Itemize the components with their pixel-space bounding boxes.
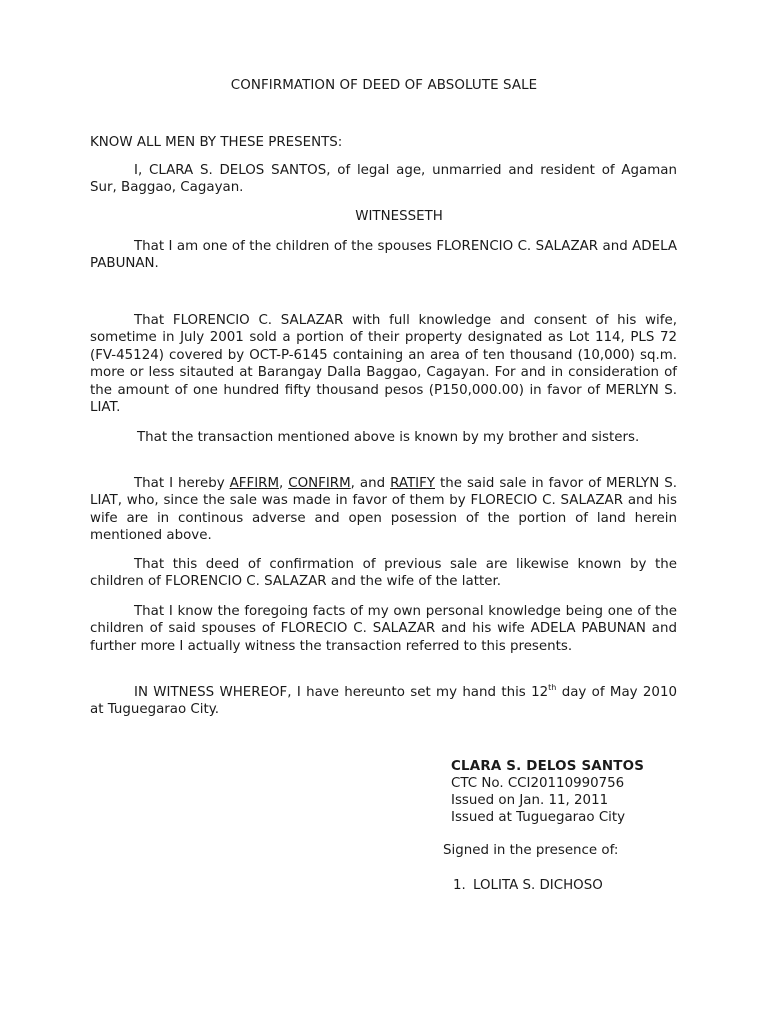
affirm-word: AFFIRM: [229, 476, 279, 491]
and-text: , and: [350, 476, 391, 491]
signatory-name: CLARA S. DELOS SANTOS: [451, 759, 645, 774]
witness-whereof-post: day of May 2010 at Tuguegarao City.: [90, 685, 677, 718]
witness-number: 1.: [453, 878, 466, 893]
paragraph-known: [90, 429, 677, 446]
signatory-issued-on: Issued on Jan. 11, 2011: [451, 793, 609, 808]
paragraph-personal-knowledge-text: That I know the foregoing facts of my own personal knowledge being one of the children of said spouses of FLORECIO C. SALAZAR and his wife ADELA PABUNAN and further more I actually witness the transaction referred to this presents.: [90, 604, 677, 654]
paragraph-personal-knowledge: [90, 603, 677, 655]
comma-text: ,: [279, 476, 289, 491]
paragraph-sale-text: That FLORENCIO C. SALAZAR with full knowledge and consent of his wife, sometime in July 2001 sold a portion of their property designated as Lot 114, PLS 72 (FV-45124) covered by OCT-P-6145 containing an area of ten thousand (10,000) sq.m. more or less sitauted at Barangay Dalla Baggao, Cagayan. For and in consideration of the amount of one hundred fifty thousand pesos (P150,000.00) in favor of MERLYN S. LIAT.: [90, 313, 677, 416]
paragraph-affirm: [90, 475, 677, 545]
paragraph-sale: [90, 312, 677, 416]
paragraph-children-text: That I am one of the children of the spouses FLORENCIO C. SALAZAR and ADELA PABUNAN.: [90, 239, 677, 272]
witness-whereof-pre: IN WITNESS WHEREOF, I have hereunto set my hand this 12: [134, 685, 549, 700]
salutation: KNOW ALL MEN BY THESE PRESENTS:: [90, 135, 343, 150]
document-title: CONFIRMATION OF DEED OF ABSOLUTE SALE: [230, 78, 538, 93]
paragraph-known-text: That the transaction mentioned above is known by my brother and sisters.: [137, 430, 640, 445]
signatory-block: [451, 758, 644, 826]
signatory-issued-at: Issued at Tuguegarao City: [451, 810, 626, 825]
paragraph-likewise-text: That this deed of confirmation of previous sale are likewise known by the children of FLORENCIO C. SALAZAR and the wife of the latter.: [90, 557, 677, 590]
paragraph-identity: [90, 162, 677, 197]
paragraph-witness-whereof: [90, 684, 677, 719]
paragraph-children: [90, 238, 677, 273]
presence-label: Signed in the presence of:: [443, 843, 619, 858]
paragraph-affirm-post: the said sale in favor of MERLYN S. LIAT, who, since the sale was made in favor of them by FLORECIO C. SALAZAR and his wife are in continous adverse and open posession of the portion of land herein mentioned above.: [90, 476, 677, 544]
paragraph-affirm-pre: That I hereby: [134, 476, 230, 491]
witness-name: LOLITA S. DICHOSO: [473, 878, 603, 893]
day-ordinal-suffix: th: [548, 683, 557, 692]
witnesseth-heading: WITNESSETH: [355, 209, 443, 224]
confirm-word: CONFIRM: [288, 476, 351, 491]
ratify-word: RATIFY: [390, 476, 435, 491]
paragraph-identity-text: I, CLARA S. DELOS SANTOS, of legal age, unmarried and resident of Agaman Sur, Baggao, Cagayan.: [90, 163, 677, 196]
signatory-ctc: CTC No. CCI20110990756: [451, 776, 625, 791]
witness-list-item: [453, 878, 603, 893]
paragraph-likewise: [90, 556, 677, 591]
